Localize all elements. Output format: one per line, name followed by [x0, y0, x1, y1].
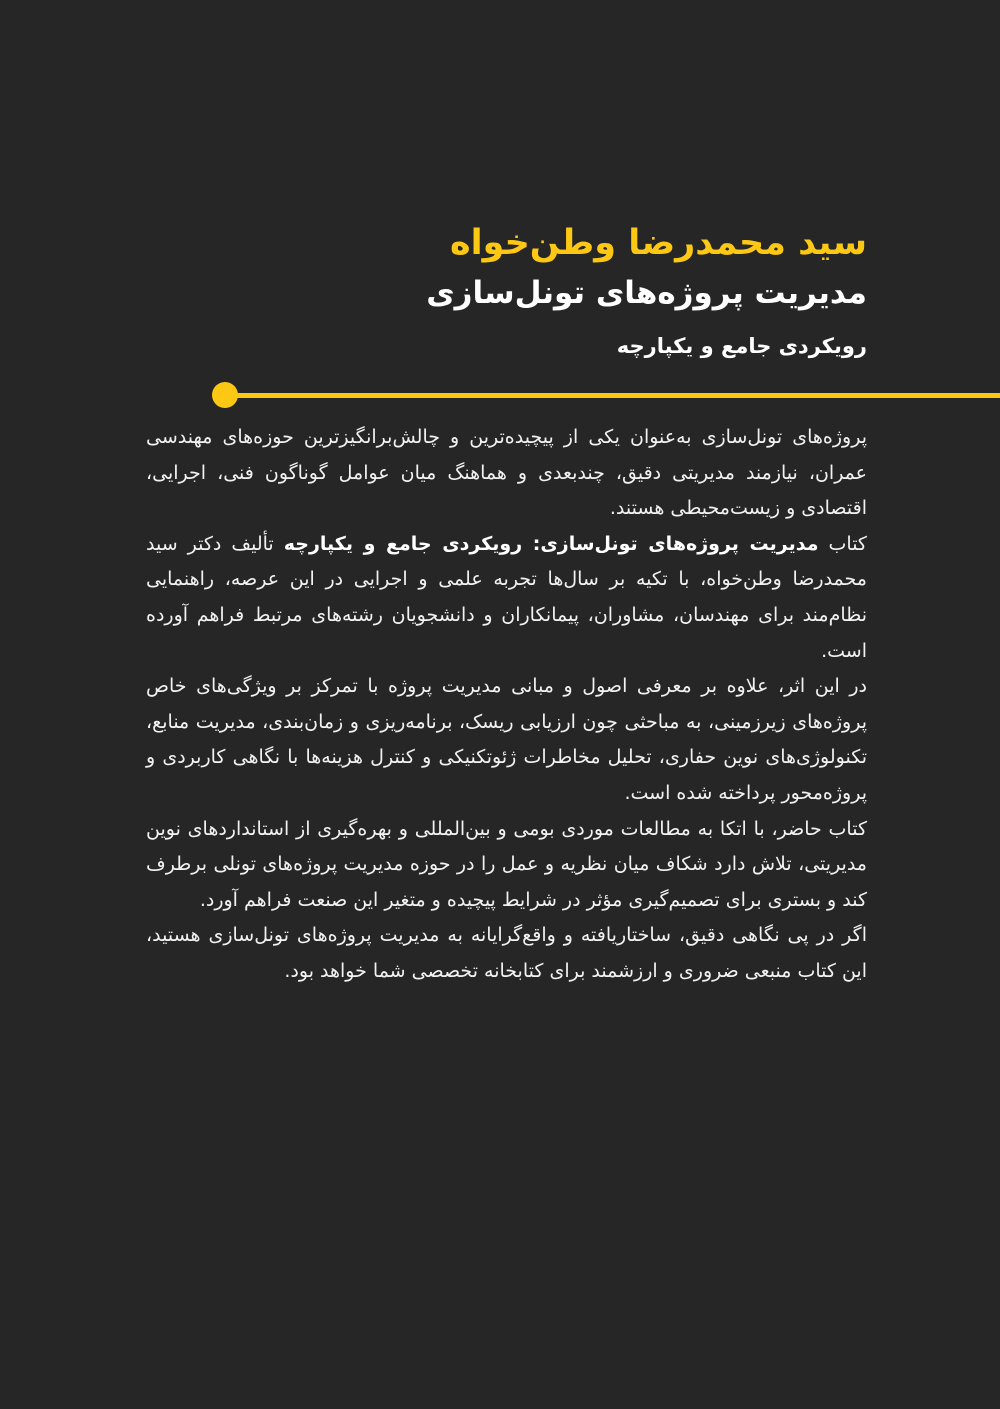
accent-divider-line — [224, 393, 1000, 398]
description-paragraph-1: پروژه‌های تونل‌سازی به‌عنوان یکی از پیچیده‌ترین و چالش‌برانگیزترین حوزه‌های مهندسی عمران، نیازمند مدیریتی دقیق، چندبعدی و هماهنگ میان عوامل گوناگون فنی، اجرایی، اقتصادی و زیست‌محیطی هستند. — [146, 426, 867, 520]
author-name: سید محمدرضا وطن‌خواه — [449, 223, 867, 263]
book-title: مدیریت پروژه‌های تونل‌سازی — [426, 275, 867, 311]
description-paragraph-2 — [146, 527, 867, 669]
book-description — [146, 420, 867, 990]
p2-suffix: تألیف دکتر سید محمدرضا وطن‌خواه، با تکیه بر سال‌ها تجربه علمی و اجرایی در این عرصه، راهنمایی نظام‌مند برای مهندسان، مشاوران، پیمانکاران و دانشجویان رشته‌های مرتبط فراهم آورده است. — [146, 532, 867, 662]
book-subtitle: رویکردی جامع و یکپارچه — [616, 334, 867, 358]
description-paragraph-3: در این اثر، علاوه بر معرفی اصول و مبانی مدیریت پروژه با تمرکز بر ویژگی‌های خاص پروژه‌های زیرزمینی، به مباحثی چون ارزیابی ریسک، برنامه‌ریزی و زمان‌بندی، مدیریت منابع، تکنولوژی‌های نوین حفاری، تحلیل مخاطرات ژئوتکنیکی و کنترل هزینه‌ها با نگاهی کاربردی و پروژه‌محور پرداخته شده است. — [146, 675, 867, 804]
accent-divider-dot — [212, 382, 238, 408]
p2-book-title-bold: مدیریت پروژه‌های تونل‌سازی: رویکردی جامع و یکپارچه — [283, 532, 819, 555]
cover-header — [267, 218, 867, 364]
description-paragraph-5: اگر در پی نگاهی دقیق، ساختاریافته و واقع‌گرایانه به مدیریت پروژه‌های تونل‌سازی هستید، این کتاب منبعی ضروری و ارزشمند برای کتابخانه تخصصی شما خواهد بود. — [146, 924, 867, 982]
description-paragraph-4: کتاب حاضر، با اتکا به مطالعات موردی بومی و بین‌المللی و بهره‌گیری از استانداردهای نوین مدیریتی، تلاش دارد شکاف میان نظریه و عمل را در حوزه مدیریت پروژه‌های تونلی برطرف کند و بستری برای تصمیم‌گیری مؤثر در شرایط پیچیده و متغیر این صنعت فراهم آورد. — [146, 817, 867, 911]
p2-prefix: کتاب — [828, 532, 867, 555]
